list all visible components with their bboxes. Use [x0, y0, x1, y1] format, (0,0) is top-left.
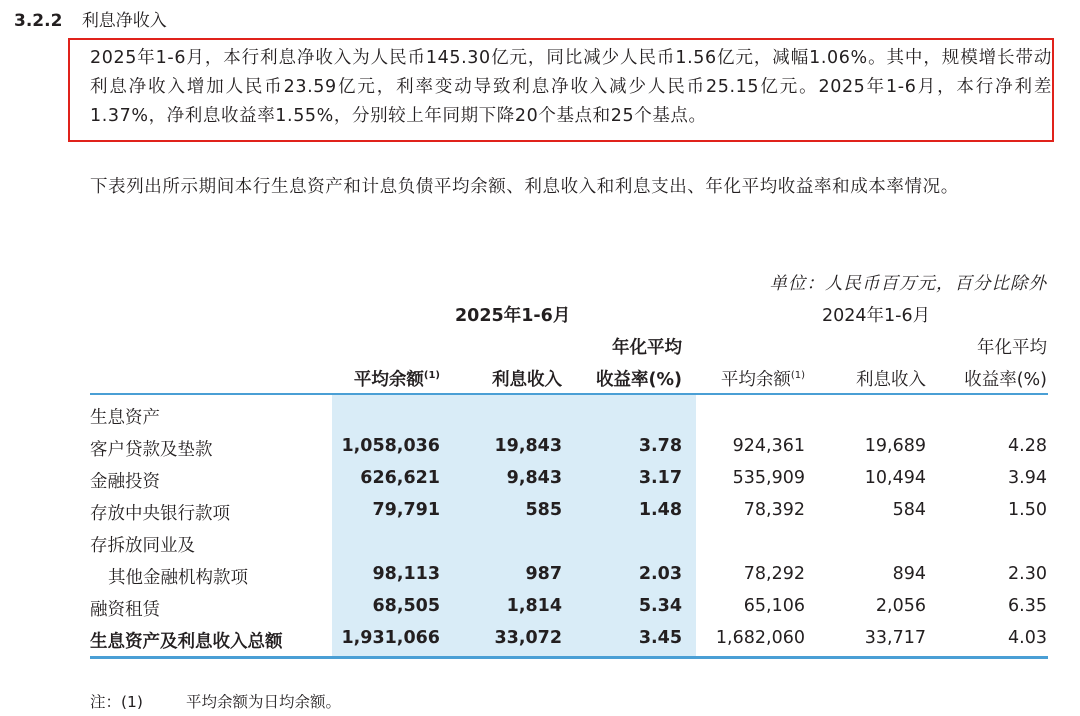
prior-yield: 4.28 [1008, 436, 1047, 456]
paragraph-summary: 2025年1-6月，本行利息净收入为人民币145.30亿元，同比减少人民币1.56亿元，减幅1.06%。其中，规模增长带动利息净收入增加人民币23.59亿元，利率变动导致利息净收入减少人民币25.15亿元。2025年1-6月，本行净利差1.37%，净利息收益率1.55%，分别较上年同期下降20个基点和25个基点。 [90, 48, 1052, 126]
current-avg-balance: 626,621 [360, 468, 440, 488]
current-yield: 1.48 [638, 500, 682, 520]
current-avg-balance: 98,113 [372, 564, 440, 584]
footnote-label: 注：(1) [90, 693, 143, 711]
header-yield-line2-current: 收益率(%) [595, 370, 682, 390]
current-interest-income: 987 [525, 564, 562, 584]
prior-interest-income: 894 [892, 564, 926, 584]
current-period-shading [332, 394, 696, 658]
current-yield: 3.78 [638, 436, 682, 456]
current-yield: 2.03 [638, 564, 682, 584]
period-current-header: 2025年1-6月 [455, 306, 571, 326]
section-title: 利息净收入 [81, 11, 167, 31]
current-interest-income: 9,843 [506, 468, 562, 488]
header-interest-income-current: 利息收入 [492, 370, 562, 390]
row-label: 生息资产及利息收入总额 [90, 632, 283, 652]
current-interest-income: 19,843 [494, 436, 562, 456]
row-label: 客户贷款及垫款 [90, 440, 213, 460]
current-yield: 3.45 [638, 628, 682, 648]
current-yield: 5.34 [638, 596, 682, 616]
row-label: 金融投资 [90, 472, 160, 492]
header-avg-balance-current: 平均余额$^{(1)}$ [353, 370, 440, 390]
section-number: 3.2.2 [14, 11, 63, 31]
header-yield-line2-prior: 收益率(%) [964, 370, 1047, 390]
prior-interest-income: 19,689 [864, 436, 926, 456]
prior-interest-income: 584 [892, 500, 926, 520]
current-yield: 3.17 [638, 468, 682, 488]
row-label: 存拆放同业及 [90, 536, 195, 556]
period-prior-header: 2024年1-6月 [822, 306, 931, 326]
prior-avg-balance: 78,392 [743, 500, 805, 520]
current-interest-income: 1,814 [506, 596, 562, 616]
prior-yield: 6.35 [1008, 596, 1047, 616]
prior-avg-balance: 1,682,060 [715, 628, 805, 648]
prior-interest-income: 33,717 [864, 628, 926, 648]
prior-avg-balance: 924,361 [732, 436, 805, 456]
header-avg-balance-prior: 平均余额$^{(1)}$ [720, 370, 805, 390]
paragraph-table-intro: 下表列出所示期间本行生息资产和计息负债平均余额、利息收入和利息支出、年化平均收益率和成本率情况。 [90, 177, 959, 197]
row-label-continued: 其他金融机构款项 [108, 568, 248, 588]
prior-avg-balance: 535,909 [732, 468, 805, 488]
table-bottom-rule [90, 656, 1048, 659]
current-avg-balance: 1,058,036 [341, 436, 440, 456]
current-avg-balance: 68,505 [372, 596, 440, 616]
footnote-text: 平均余额为日均余额。 [186, 693, 342, 711]
prior-avg-balance: 78,292 [743, 564, 805, 584]
prior-avg-balance: 65,106 [743, 596, 805, 616]
section-heading [14, 6, 167, 31]
prior-yield: 3.94 [1008, 468, 1047, 488]
row-label: 融资租赁 [90, 600, 160, 620]
header-interest-income-prior: 利息收入 [856, 370, 926, 390]
prior-yield: 1.50 [1008, 500, 1047, 520]
prior-interest-income: 2,056 [875, 596, 926, 616]
group-label: 生息资产 [90, 408, 160, 428]
row-label: 存放中央银行款项 [90, 504, 230, 524]
current-avg-balance: 1,931,066 [341, 628, 440, 648]
unit-note: 单位：人民币百万元，百分比除外 [769, 274, 1047, 294]
current-interest-income: 585 [525, 500, 562, 520]
header-yield-line1-current: 年化平均 [612, 338, 682, 358]
table-top-rule [90, 393, 1048, 395]
footnote [90, 690, 341, 712]
prior-yield: 2.30 [1008, 564, 1047, 584]
prior-interest-income: 10,494 [864, 468, 926, 488]
current-avg-balance: 79,791 [372, 500, 440, 520]
prior-yield: 4.03 [1008, 628, 1047, 648]
header-yield-line1-prior: 年化平均 [977, 338, 1047, 358]
current-interest-income: 33,072 [494, 628, 562, 648]
